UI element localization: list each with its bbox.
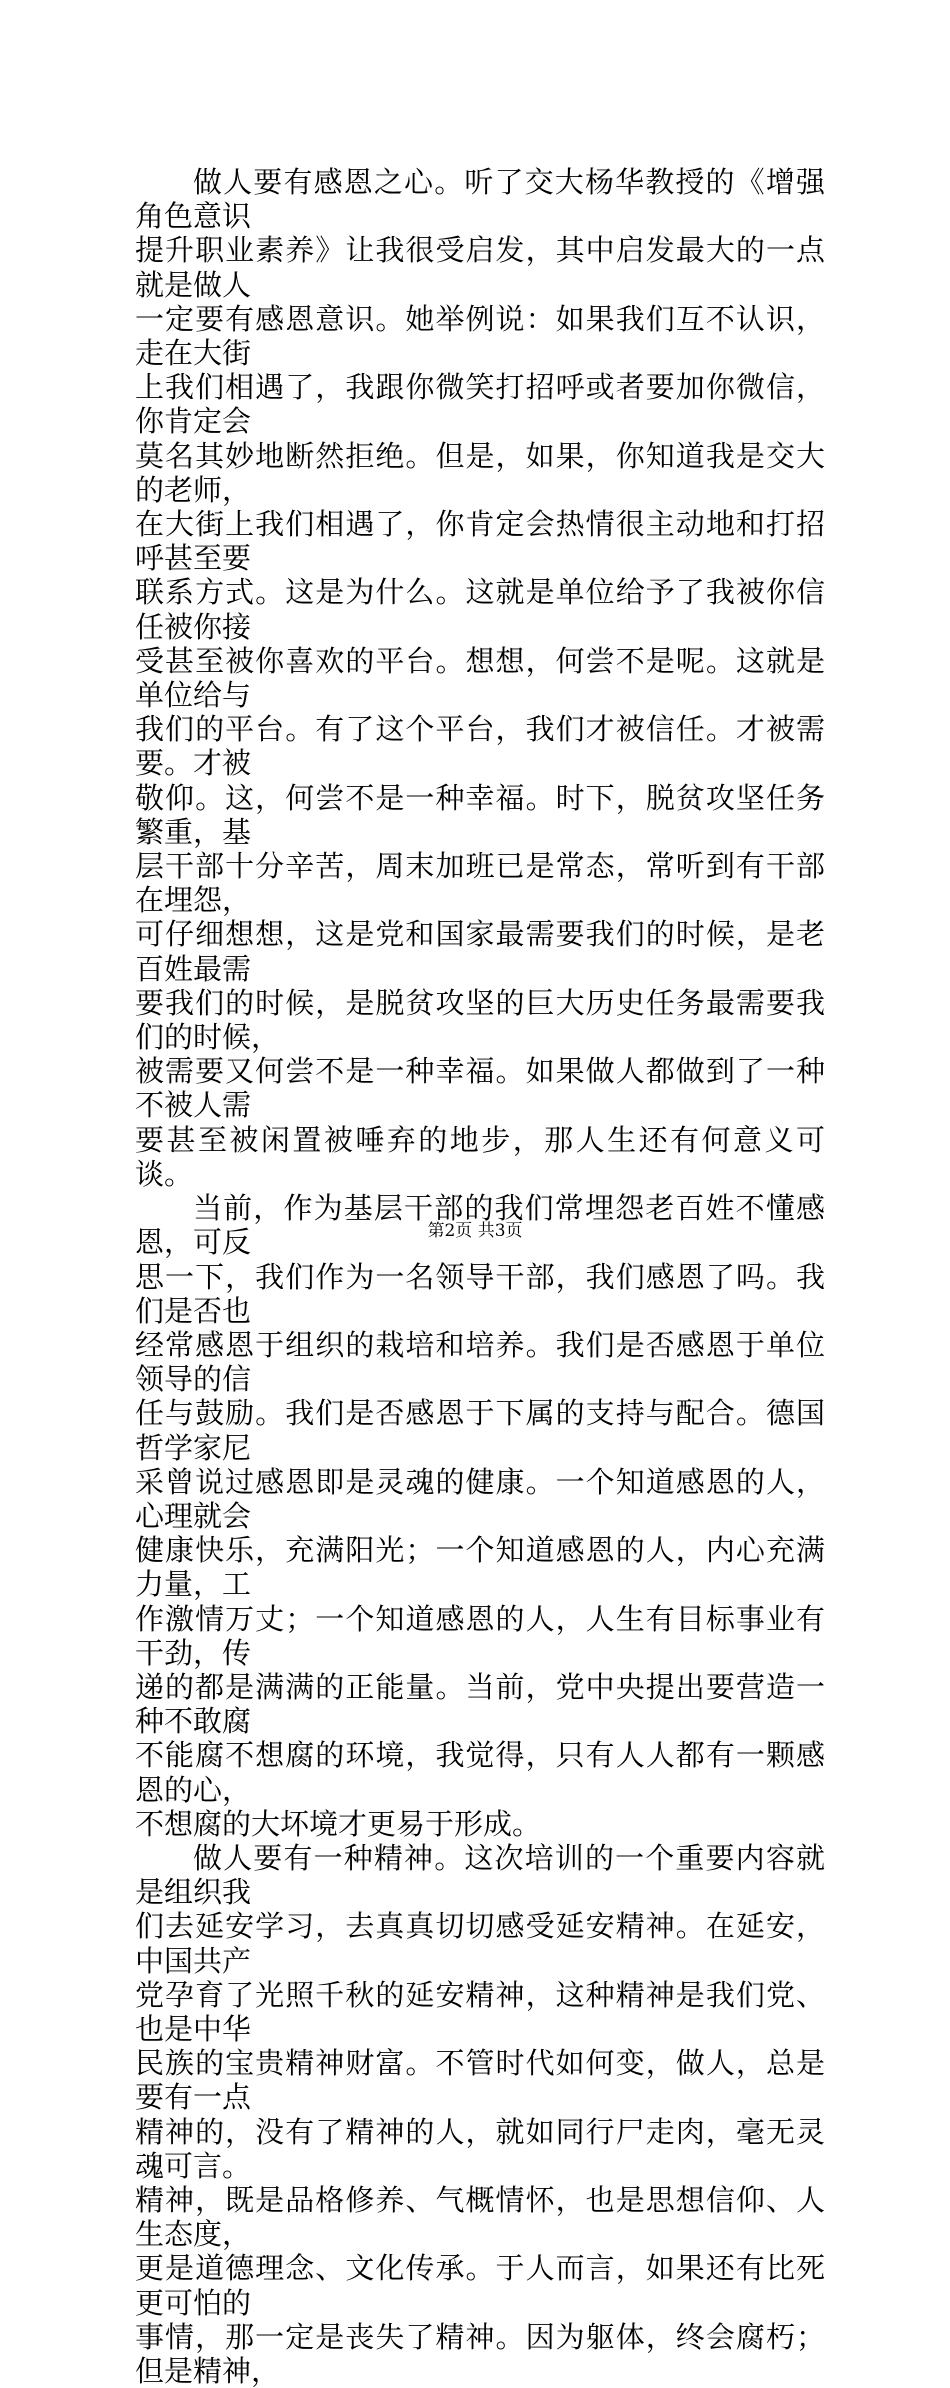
text-line: 不想腐的大坏境才更易于形成。 xyxy=(135,1806,542,1841)
text-line: 党孕育了光照千秋的延安精神，这种精神是我们党、也是中华 xyxy=(135,1977,825,2046)
text-line: 做人要有一种精神。这次培训的一个重要内容就是组织我 xyxy=(135,1840,825,1910)
paragraph-reflection xyxy=(135,1191,825,1841)
text-line: 当前，作为基层干部的我们常埋怨老百姓不懂感恩，可反 xyxy=(135,1191,825,1260)
text-line: 思一下，我们作为一名领导干部，我们感恩了吗。我们是否也 xyxy=(135,1259,825,1328)
text-line: 做人要有感恩之心。听了交大杨华教授的《增强角色意识 xyxy=(135,165,825,234)
page-footer: 第2页 共3页 xyxy=(427,1221,523,1241)
text-line: 采曾说过感恩即是灵魂的健康。一个知道感恩的人，心理就会 xyxy=(135,1464,825,1533)
text-line: 精神的，没有了精神的人，就如同行尸走肉，毫无灵魂可言。 xyxy=(135,2114,825,2183)
text-line: 可仔细想想，这是党和国家最需要我们的时候，是老百姓最需 xyxy=(135,917,825,986)
paragraph-gratitude xyxy=(135,165,825,1191)
text-line: 受甚至被你喜欢的平台。想想，何尝不是呢。这就是单位给与 xyxy=(135,643,825,713)
text-line: 在大街上我们相遇了，你肯定会热情很主动地和打招呼甚至要 xyxy=(135,507,825,576)
text-line: 敬仰。这，何尝不是一种幸福。时下，脱贫攻坚任务繁重，基 xyxy=(135,780,825,849)
document-body xyxy=(135,165,825,2388)
text-line: 莫名其妙地断然拒绝。但是，如果，你知道我是交大的老师， xyxy=(135,438,825,507)
text-line: 精神，既是品格修养、气概情怀，也是思想信仰、人生态度， xyxy=(135,2182,825,2252)
text-line: 更是道德理念、文化传承。于人而言，如果还有比死更可怕的 xyxy=(135,2251,825,2320)
text-line: 上我们相遇了，我跟你微笑打招呼或者要加你微信，你肯定会 xyxy=(135,370,825,439)
text-line: 我们的平台。有了这个平台，我们才被信任。才被需要。才被 xyxy=(135,712,825,781)
text-line: 任与鼓励。我们是否感恩于下属的支持与配合。德国哲学家尼 xyxy=(135,1396,825,1465)
text-line: 作激情万丈；一个知道感恩的人，人生有目标事业有干劲，传 xyxy=(135,1601,825,1670)
text-line: 要我们的时候，是脱贫攻坚的巨大历史任务最需要我们的时候， xyxy=(135,985,825,1055)
text-line: 被需要又何尝不是一种幸福。如果做人都做到了一种不被人需 xyxy=(135,1054,825,1123)
text-line: 们去延安学习，去真真切切感受延安精神。在延安，中国共产 xyxy=(135,1909,825,1978)
text-line: 一定要有感恩意识。她举例说：如果我们互不认识，走在大街 xyxy=(135,301,825,371)
text-line: 民族的宝贵精神财富。不管时代如何变，做人，总是要有一点 xyxy=(135,2046,825,2115)
text-line: 健康快乐，充满阳光；一个知道感恩的人，内心充满力量，工 xyxy=(135,1533,825,1602)
text-line: 层干部十分辛苦，周末加班已是常态，常听到有干部在埋怨， xyxy=(135,849,825,918)
text-line: 事情，那一定是丧失了精神。因为躯体，终会腐朽；但是精神， xyxy=(135,2319,825,2388)
text-line: 联系方式。这是为什么。这就是单位给予了我被你信任被你接 xyxy=(135,575,825,644)
text-line: 要甚至被闲置被唾弃的地步，那人生还有何意义可谈。 xyxy=(135,1122,825,1191)
text-line: 经常感恩于组织的栽培和培养。我们是否感恩于单位领导的信 xyxy=(135,1327,825,1397)
text-line: 不能腐不想腐的环境，我觉得，只有人人都有一颗感恩的心， xyxy=(135,1738,825,1807)
paragraph-spirit xyxy=(135,1841,825,2388)
text-line: 提升职业素养》让我很受启发，其中启发最大的一点就是做人 xyxy=(135,233,825,302)
text-line: 递的都是满满的正能量。当前，党中央提出要营造一种不敢腐 xyxy=(135,1669,825,1739)
